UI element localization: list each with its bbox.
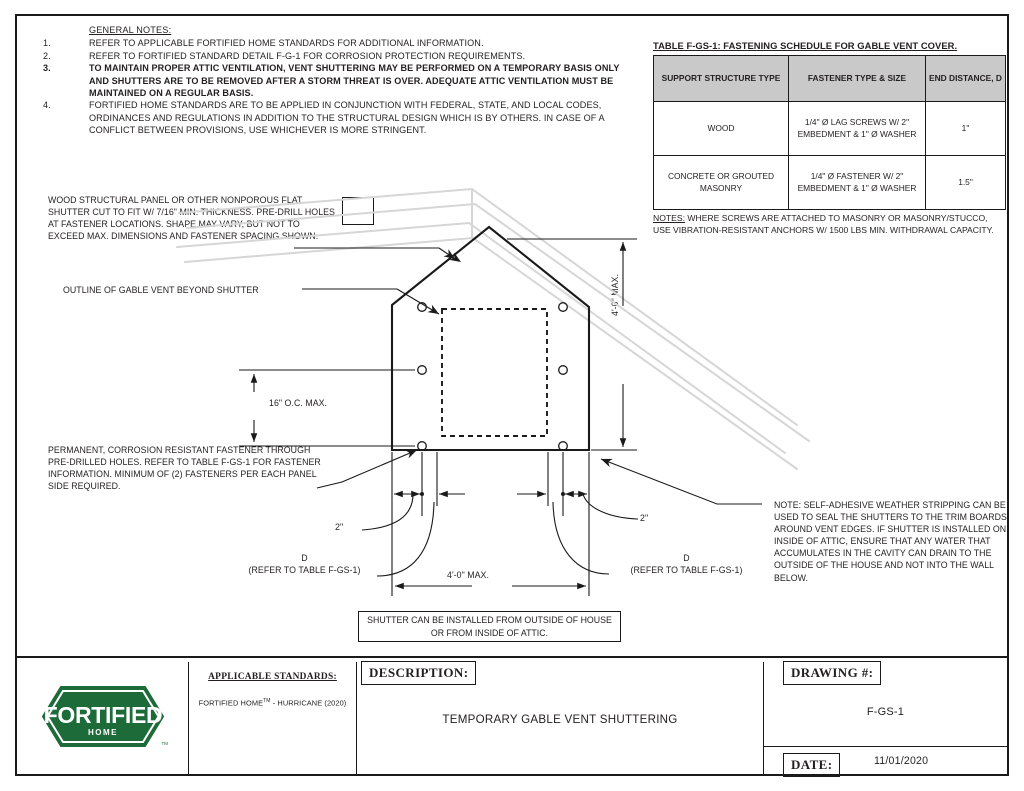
drawing-number-cell bbox=[764, 658, 1007, 777]
fastener-hole bbox=[418, 366, 427, 375]
dimension-2in-left: 2" bbox=[335, 522, 344, 532]
dimension-2in-right: 2" bbox=[640, 513, 649, 523]
fortified-home-logo bbox=[41, 685, 168, 748]
standards-value-post: - HURRICANE (2020) bbox=[270, 698, 347, 708]
applicable-standards-value bbox=[189, 698, 356, 707]
table-cell-fastener: 1/4" Ø LAG SCREWS W/ 2" EMBEDMENT & 1" Ø WASHER bbox=[789, 102, 926, 156]
logo-trademark: TM bbox=[161, 741, 168, 746]
standards-value-pre: FORTIFIED HOME bbox=[198, 698, 264, 708]
shutter-panel-outline bbox=[392, 227, 589, 450]
edge-distance-dimensions bbox=[394, 452, 587, 516]
fastener-hole bbox=[559, 366, 568, 375]
applicable-standards-header: APPLICABLE STANDARDS: bbox=[208, 672, 337, 682]
drawing-number-header: DRAWING #: bbox=[783, 661, 881, 685]
gable-vent-outline-dashed bbox=[442, 309, 547, 436]
note-number: 2. bbox=[43, 50, 51, 61]
title-block-divider-horizontal bbox=[764, 746, 1007, 747]
description-value: TEMPORARY GABLE VENT SHUTTERING bbox=[442, 713, 678, 726]
fastener-holes bbox=[418, 303, 568, 451]
date-value: 11/01/2020 bbox=[874, 755, 929, 767]
table-header-cell: SUPPORT STRUCTURE TYPE bbox=[654, 56, 789, 102]
note-number: 1. bbox=[43, 38, 51, 49]
date-header: DATE: bbox=[783, 753, 840, 777]
dimension-16-oc-max: 16" O.C. MAX. bbox=[269, 398, 328, 408]
dimension-width-4ft-max: 4'-0" MAX. bbox=[447, 570, 489, 580]
end-distance-letter: D bbox=[301, 553, 308, 563]
table-cell-fastener: 1/4" Ø FASTENER W/ 2" EMBEDMENT & 1" Ø WASHER bbox=[789, 156, 926, 210]
callout-permanent-fastener: PERMANENT, CORROSION RESISTANT FASTENER THROUGH PRE-DRILLED HOLES. REFER TO TABLE F-GS-1 FOR FASTENER INFORMATION. MINIMUM OF (2) FASTENERS PER EACH PANEL SIDE REQUIRED. bbox=[48, 445, 321, 492]
applicable-standards-cell bbox=[189, 658, 356, 777]
note-number: 3. bbox=[43, 63, 51, 74]
drawing-sheet bbox=[15, 14, 1009, 776]
callout-wood-panel: WOOD STRUCTURAL PANEL OR OTHER NONPOROUS FLAT SHUTTER CUT TO FIT W/ 7/16" MIN. THICKNESS. PRE-DRILL HOLES AT FASTENER LOCATIONS. SHAPE MAY VARY, BUT NOT TO EXCEED MAX. DIMENSIONS AND FASTENER SPACING SHOWN. bbox=[48, 195, 335, 242]
note-text: REFER TO APPLICABLE FORTIFIED HOME STANDARDS FOR ADDITIONAL INFORMATION. bbox=[89, 38, 484, 49]
title-block bbox=[17, 656, 1007, 775]
table-caption: TABLE F-GS-1: FASTENING SCHEDULE FOR GABLE VENT COVER. bbox=[653, 40, 958, 51]
table-cell-structure: CONCRETE OR GROUTED MASONRY bbox=[654, 156, 789, 210]
end-distance-letter: D bbox=[683, 553, 690, 563]
description-cell bbox=[357, 658, 763, 777]
table-notes-text: WHERE SCREWS ARE ATTACHED TO MASONRY OR MASONRY/STUCCO, USE VIBRATION-RESISTANT ANCHORS W/ 1500 LBS MIN. WITHDRAWAL CAPACITY. bbox=[653, 213, 994, 235]
dimension-height-graphic bbox=[507, 239, 637, 450]
fastener-hole bbox=[559, 303, 568, 312]
note-text: FORTIFIED HOME STANDARDS ARE TO BE APPLIED IN CONJUNCTION WITH FEDERAL, STATE, AND LOCAL CODES, ORDINANCES AND REGULATIONS IN ADDITION TO THE STRUCTURAL DESIGN WHICH IS BY OTHERS. IN CASE OF A CONFLICT BETWEEN PROVISIONS, USE WHICHEVER IS MORE STRINGENT. bbox=[89, 100, 605, 136]
end-distance-reference: (REFER TO TABLE F-GS-1) bbox=[248, 565, 361, 576]
shutter-install-note-text: SHUTTER CAN BE INSTALLED FROM OUTSIDE OF HOUSE OR FROM INSIDE OF ATTIC. bbox=[367, 615, 612, 638]
dimension-height-4ft-max: 4'-0" MAX. bbox=[610, 274, 620, 316]
note-text: TO MAINTAIN PROPER ATTIC VENTILATION, VENT SHUTTERING MAY BE PERFORMED ON A TEMPORARY BASIS ONLY AND SHUTTERS ARE TO BE REMOVED AFTER A STORM THREAT IS OVER. ADEQUATE ATTIC VENTILATION MUST BE MAINTAINED ON A REGULAR BASIS. bbox=[89, 63, 620, 99]
general-notes-title: GENERAL NOTES: bbox=[89, 25, 172, 35]
table-cell-end-distance: 1" bbox=[926, 102, 1006, 156]
table-header-cell: FASTENER TYPE & SIZE bbox=[789, 56, 926, 102]
description-header: DESCRIPTION: bbox=[361, 661, 476, 685]
logo-badge-icon bbox=[41, 685, 165, 748]
logo-wordmark: FORTIFIED bbox=[43, 702, 163, 728]
leader-lines bbox=[294, 248, 762, 504]
table-notes-label: NOTES: bbox=[653, 213, 685, 223]
standards-trademark: TM bbox=[263, 698, 271, 704]
note-text: REFER TO FORTIFIED STANDARD DETAIL F-G-1 FOR CORROSION PROTECTION REQUIREMENTS. bbox=[89, 50, 526, 61]
note-number: 4. bbox=[43, 100, 51, 111]
curved-leaders bbox=[362, 494, 638, 576]
callout-vent-outline: OUTLINE OF GABLE VENT BEYOND SHUTTER bbox=[63, 285, 259, 295]
callout-weather-stripping: NOTE: SELF-ADHESIVE WEATHER STRIPPING CAN BE USED TO SEAL THE SHUTTERS TO THE TRIM BOARDS AROUND VENT EDGES. IF SHUTTER IS INSTALLED ON INSIDE OF ATTIC, ENSURE THAT ANY WATER THAT ACCUMULATES IN THE CAVITY CAN DRAIN TO THE OUTSIDE OF THE HOUSE AND NOT INTO THE WALL BELOW. bbox=[774, 500, 1007, 583]
table-cell-structure: WOOD bbox=[654, 102, 789, 156]
title-block-logo-cell bbox=[17, 658, 188, 777]
drawing-number-value: F-GS-1 bbox=[866, 706, 905, 718]
table-header-cell: END DISTANCE, D bbox=[926, 56, 1006, 102]
end-distance-reference: (REFER TO TABLE F-GS-1) bbox=[630, 565, 743, 576]
dimension-16oc-graphic bbox=[239, 370, 415, 446]
table-cell-end-distance: 1.5" bbox=[926, 156, 1006, 210]
logo-subtitle: HOME bbox=[88, 728, 118, 737]
gable-vent-shutter-drawing bbox=[17, 16, 1011, 656]
